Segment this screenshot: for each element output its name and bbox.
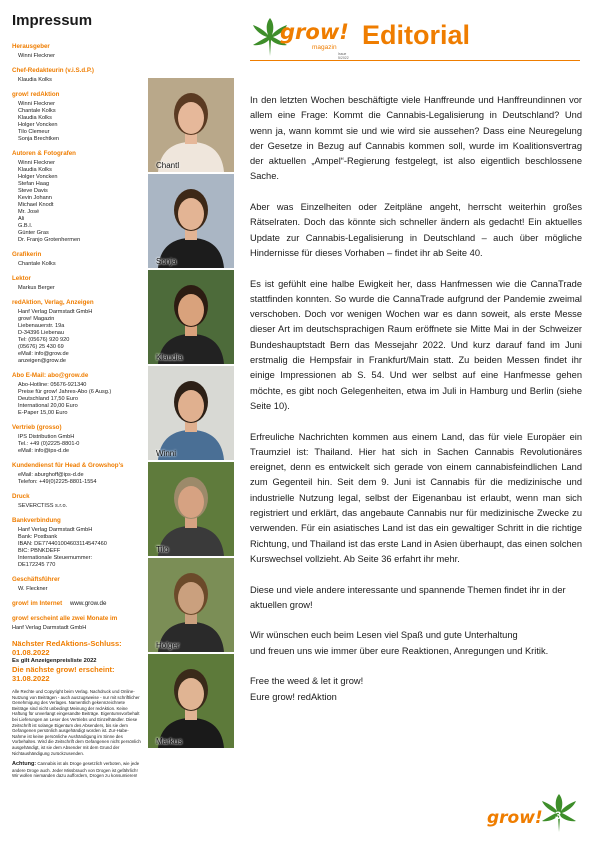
imprint-section-head: Autoren & Fotografen [12,150,76,157]
imprint-section-head: Grafikerin [12,251,42,258]
imprint-line: Telefon: +49(0)2225-8801-1554 [18,479,97,485]
imprint-line: Markus Berger [18,285,55,291]
imprint-section [12,150,142,244]
imprint-line: Dr. Franjo Grotenhermen [18,237,81,243]
imprint-section-head: Herausgeber [12,43,50,50]
imprint-line: Klaudia Kolks [18,77,52,83]
imprint-line: anzeigen@grow.de [18,358,66,364]
imprint-line: Steve Davis [18,188,48,194]
imprint-section-head: Geschäftsführer [12,576,60,583]
photo-caption: Sonja [156,257,177,266]
editorial-body [250,93,582,705]
imprint-line: Winni Fleckner [18,53,55,59]
imprint-line: SEVERCTISS s.r.o. [18,503,68,509]
imprint-line: Chantale Kolks [18,261,56,267]
header-rule [250,60,580,61]
imprint-section [12,251,142,268]
imprint-appears-value: Hanf Verlag Darmstadt GmbH [12,625,87,631]
imprint-column [12,12,142,779]
photo-caption: Markus [156,737,183,746]
imprint-line: Deutschland 17,50 Euro [18,396,79,402]
imprint-section-head: redAktion, Verlag, Anzeigen [12,299,94,306]
imprint-line: G.B.I. [18,223,33,229]
logo-subtitle: magazin [312,44,337,51]
imprint-line: Preise für grow! Jahres-Abo (6 Ausg.) [18,389,112,395]
imprint-section-head: Vertrieb (grosso) [12,424,62,431]
imprint-line: Abo-Hotline: 05676-921340 [18,382,87,388]
portrait-image [148,366,234,460]
imprint-line: IBAN: DE774401004603114547460 [18,541,107,547]
imprint-line: Mr. José [18,209,40,215]
imprint-line: Ali [18,216,25,222]
imprint-line: Sonja Brechtken [18,136,60,142]
editorial-paragraph: und freuen uns wie immer über eure Reaktionen, Anregungen und Kritik. [250,645,549,656]
team-photo [148,462,234,556]
editorial-paragraph: Diese und viele andere interessante und spannende Themen findet ihr in der aktuellen grow! [250,584,566,610]
footer-logo [487,794,577,834]
portrait-image [148,174,234,268]
imprint-line: Klaudia Kolks [18,167,52,173]
imprint-section [12,67,142,84]
imprint-line: D-34396 Liebenau [18,330,65,336]
warning-head: Achtung: [12,761,37,768]
copyright-fineprint: Alle Rechte und Copyright beim Verlag. Nachdruck und Online-Nutzung von Beiträgen - auch auszugsweise - nur mit schriftlicher Genehmigung des Verlages. Namentlich gekennzeichnete Beiträge sind nicht unbedingt Meinung der redAktion. Keine Haftung für unverlangt eingesandte Beiträge. Eigentumsvorbehalt bei Lieferungen an Leser des Vertriebs und Einzelhändler. Diese Zeitschrift ist solange Eigentum des Absenders, bis sie dem Gefangenen persönlich ausgehändigt worden ist. Zur-Habe-Nahme ist keine persönliche Aushändigung im Sinne des Vorbehaltes. Wird die Zeitschrift dem Gefangenen nicht persönlich ausgehändigt, ist sie dem Absender mit dem Grund der Nichtaushändigung zurückzusenden. [12,689,141,756]
editorial-signoff: Free the weed & let it grow! [250,676,364,687]
imprint-line: International 20,00 Euro [18,403,78,409]
imprint-internet-head: grow! im Internet www.grow.de [12,600,107,607]
portrait-image [148,270,234,364]
imprint-line: Winni Fleckner [18,160,55,166]
portrait-image [148,462,234,556]
imprint-section [12,91,142,143]
editorial-paragraph: In den letzten Wochen beschäftigte viele Hanffreunde und Hanffreundinnen vor allem eine Frage: Kommt die Cannabis-Legalisierung in Deutschland? Und wenn ja, wann kommt sie und wie wird sie aussehen? Dass eine Neuregelung der Gesetze in Bezug auf Cannabis kommen soll, wurde im Koalitionsvertrag der aktuellen „Ampel“-Regierung festgelegt, ist also eigentlich beschlossene Sache. [250,95,582,182]
imprint-line: Stefan Haag [18,181,50,187]
imprint-line: Klaudia Kolks [18,115,52,121]
imprint-line: Winni Fleckner [18,101,55,107]
imprint-line: Tilo Clemeur [18,129,50,135]
imprint-section [12,372,142,417]
photo-caption: Tilo [156,545,169,554]
imprint-section [12,462,142,486]
page-header [250,18,580,58]
next-issue-date: 31.08.2022 [12,674,50,683]
imprint-appears-head: grow! erscheint alle zwei Monate im [12,615,118,622]
deadline-date: 01.08.2022 [12,648,50,657]
photo-caption: Klaudia [156,353,183,362]
imprint-line: Tel: (05676) 920 920 [18,337,70,343]
grow-logo [250,18,358,58]
team-photo [148,174,234,268]
imprint-line: Hanf Verlag Darmstadt GmbH [18,309,93,315]
team-photo-column [148,78,234,750]
imprint-section [12,517,142,569]
imprint-line: eMail: info@ips-d.de [18,448,70,454]
imprint-section-head: Lektor [12,275,31,282]
imprint-section-head: grow! redAktion [12,91,60,98]
imprint-line: BIC: PBNKDEFF [18,548,61,554]
logo-wordmark: grow! [280,20,349,44]
imprint-line: eMail: aburghoff@ips-d.de [18,472,84,478]
imprint-line: eMail: info@grow.de [18,351,69,357]
team-photo [148,366,234,460]
imprint-line: Kevin Johann [18,195,52,201]
team-photo [148,558,234,652]
imprint-line: Chantale Kolks [18,108,56,114]
imprint-sections [12,43,142,593]
editorial-paragraph: Aber was Einzelheiten oder Zeitpläne angeht, herrscht weiterhin großes Rätselraten. Doch das könnte sich schneller ändern als gedacht! Ein aktuelles Update zur Cannabis-Legalisierung in Deutschland – auch über mögliche Hindernisse für dieses Vorhaben – findet ihr ab Seite 40. [250,202,582,258]
imprint-line: Michael Knodt [18,202,54,208]
editorial-paragraph: Wir wünschen euch beim Lesen viel Spaß und gute Unterhaltung [250,630,518,641]
imprint-line: W. Fleckner [18,586,48,592]
imprint-line: Günter Gras [18,230,49,236]
imprint-section-head: Chef-Redakteurin (v.i.S.d.P.) [12,67,94,74]
imprint-line: Internationale Steuernummer: [18,555,93,561]
imprint-line: Holger Voncken [18,174,58,180]
imprint-line: Hanf Verlag Darmstadt GmbH [18,527,93,533]
imprint-section-head: Bankverbindung [12,517,61,524]
imprint-line: E-Paper 15,00 Euro [18,410,68,416]
imprint-section-head: Kundendienst für Head & Growshop's [12,462,124,469]
editorial-signature: Eure grow! redAktion [250,691,337,702]
imprint-section-head: Abo E-Mail: abo@grow.de [12,372,89,379]
imprint-section [12,299,142,365]
imprint-line: Tel.: +49 (0)2225-8801-0 [18,441,80,447]
imprint-line: IPS Distribution GmbH [18,434,75,440]
portrait-image [148,78,234,172]
imprint-website-link[interactable]: www.grow.de [69,600,107,607]
photo-caption: Holger [156,641,180,650]
photo-caption: Winni [156,449,177,458]
imprint-section [12,275,142,292]
editorial-paragraph: Erfreuliche Nachrichten kommen aus einem Land, das für viele Europäer ein Traumziel ist: Thailand. Hier hat sich in Sachen Cannabis Revolutionäres ereignet, denn es entwickelt sich gerade von einem cannabisfeindlichen Land zum Gegenteil hin. Seit dem 9. Juni ist Cannabis für die medizinische und industrielle Nutzung legal, selbst der Eigenanbau ist erlaubt, wenn man sich registriert und erklärt, das angebaute Cannabis nur für medizinische Zwecke zu verwenden. Für ein asiatisches Land ist das ein gewaltiger Schritt in die richtige Richtung, und Thailand ist das erste Land in Asien überhaupt, das einen solchen Kurswechsel vollzieht. Ab Seite 36 erfahrt ihr mehr. [250,431,582,564]
next-issue-label: Die nächste grow! erscheint: [12,665,115,674]
pricelist-note: Es gilt Anzeigenpreisliste 2022 [12,658,97,664]
imprint-section [12,576,142,593]
footer-wordmark: grow! [487,808,543,828]
editorial-paragraph: Es ist gefühlt eine halbe Ewigkeit her, dass Hanfmessen wie die CannaTrade stattfinden konnten. So wurde die CannaTrade aufgrund der Pandemie zweimal verschoben. Doch vor wenigen Wochen war es dann soweit, als erste Messe dieser Art im deutschsprachigen Raum eröffnete sie Mitte Mai in der Schweizer Bundeshauptstadt Bern das Messejahr 2022. Und kurz darauf fand im Juni erstmalig die Hempsfair in Frankfurt/Main statt. Zu beiden Messen findet ihr einige Impressionen ab S. 54. Und wer selbst auf eine Hanfmesse gehen möchte, es gibt noch Gelegenheiten, etwa im Juli in Hamburg und Berlin (siehe Seite 10). [250,278,582,411]
imprint-line: Holger Voncken [18,122,58,128]
imprint-section-head: Druck [12,493,30,500]
imprint-line: DE172245 770 [18,562,56,568]
page-number: 3 [555,810,562,822]
portrait-image [148,654,234,748]
imprint-section [12,493,142,510]
team-photo [148,78,234,172]
team-photo [148,270,234,364]
imprint-line: Bank: Postbank [18,534,58,540]
imprint-section [12,43,142,60]
deadline-label: Nächster RedAktions-Schluss: [12,639,122,648]
logo-issue: Issue 5/2022 [338,52,349,60]
deadline-block [12,639,142,683]
photo-caption: Chantl [156,161,180,170]
imprint-line: (05676) 25 430 69 [18,344,64,350]
drug-warning [12,761,142,779]
warning-text: Cannabis ist als Droge gesetzlich verboten, wie jede andere Droge auch. Jeder Missbrauch von Drogen ist gefährlich! Wir wollen niemanden dazu auffordern, Drogen zu konsumieren! [12,761,140,779]
imprint-line: grow! Magazin [18,316,55,322]
page-title: Editorial [362,20,471,50]
imprint-title: Impressum [12,12,93,29]
team-photo [148,654,234,748]
portrait-image [148,558,234,652]
imprint-line: Liebenauerstr. 19a [18,323,65,329]
imprint-section [12,424,142,455]
